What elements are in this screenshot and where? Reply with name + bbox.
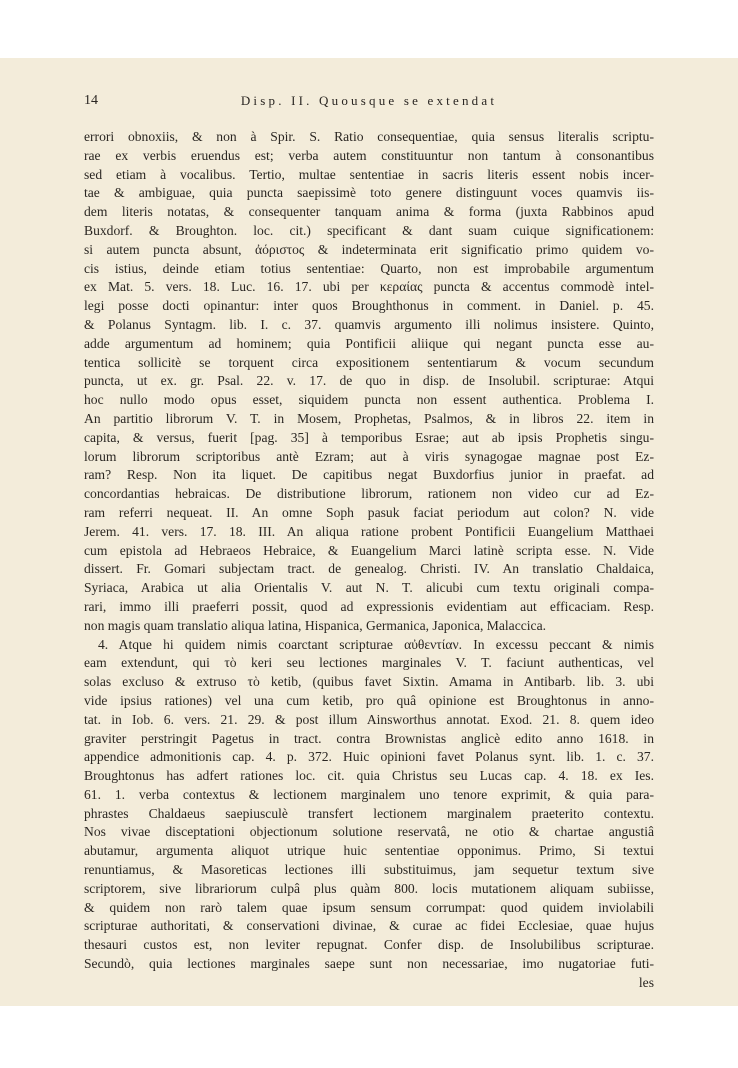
text-line: adde argumentum ad hominem; quia Pontificii aliique qui negant puncta esse au-: [84, 335, 654, 351]
text-line: dem literis notatas, & consequenter tanquam anima & forma (juxta Rabbinos apud: [84, 204, 654, 220]
text-line: abutamur, argumenta aliquot utrique huic sententiae opponimus. Primo, Si textui: [84, 843, 654, 859]
text-line: legi posse docti opinantur: inter quos Broughthonus in comment. in Daniel. p. 45.: [84, 298, 654, 314]
text-line: scripturae authoritati, & conservationi divinae, & curae ac fidei Ecclesiae, quae hujus: [84, 918, 654, 934]
text-line: renuntiamus, & Masoreticas lectiones illi substituimus, jam sequetur textum sive: [84, 862, 654, 878]
book-page: [0, 58, 738, 1006]
page-header: [84, 93, 654, 113]
text-line: errori obnoxiis, & non à Spir. S. Ratio consequentiae, quia sensus literalis scriptu-: [84, 129, 654, 144]
text-line: appendice admonitionis cap. 4. p. 372. Huic opinioni favet Polanus synt. lib. 1. c. 37.: [84, 749, 654, 765]
text-line: ram referri nequeat. II. An omne Soph pasuk faciat periodum aut colon? N. vide: [84, 504, 654, 520]
text-line: hoc nullo modo opus esset, siquidem puncta non essent authentica. Problema I.: [84, 392, 654, 408]
text-line: Buxdorf. & Broughton. loc. cit.) specificant & dant suam cuique significationem:: [84, 222, 654, 238]
text-line: cis istius, deinde etiam totius sententiae: Quarto, non est improbabile argumentum: [84, 260, 654, 276]
text-line: thesauri custos est, non leviter repugnat. Confer disp. de Insolubilibus scripturae.: [84, 937, 654, 953]
text-line: capita, & versus, fuerit [pag. 35] à temporibus Esrae; aut ab ipsis Prophetis singu-: [84, 429, 654, 445]
catchword: les: [638, 974, 654, 990]
text-line: dissert. Fr. Gomari subjectam tract. de genealog. Christi. IV. An translatio Chaldaica,: [84, 561, 654, 577]
text-line: 4. Atque hi quidem nimis coarctant scripturae αὐθεντίαν. In excessu peccant & nimis: [98, 636, 654, 652]
text-line: scriptorem, sive librariorum culpâ plus quàm 800. locis mutationem aliquam subiisse,: [84, 880, 654, 896]
text-line: solas excluso & extruso τὸ ketib, (quibus favet Sixtin. Amama in Antibarb. lib. 3. ubi: [84, 674, 654, 690]
text-line: & quidem non rarò talem quae ipsum sensum corrumpat: quod quidem inviolabili: [84, 899, 654, 915]
text-line: graviter perstringit Pagetus in tract. contra Brownistas anglicè edito anno 1618. in: [84, 730, 654, 746]
text-line: Jerem. 41. vers. 17. 18. III. An aliqua ratione probent Pontificii Euangelium Matthaei: [84, 523, 654, 539]
text-line: eam extendunt, qui τὸ keri seu lectiones marginales V. T. faciunt authenticas, vel: [84, 655, 654, 671]
page-number: 14: [84, 93, 98, 108]
text-line: tentica sollicitè se torquent circa expositionem sententiarum & vocum secundum: [84, 354, 654, 370]
text-line: cum epistola ad Hebraeos Hebraice, & Euangelium Marci latinè scripta esse. N. Vide: [84, 542, 654, 558]
text-line: sed etiam à vocalibus. Tertio, multae sententiae in sacris literis essent nobis incer-: [84, 166, 654, 182]
text-line: An partitio librorum V. T. in Mosem, Prophetas, Psalmos, & in libros 22. item in: [84, 410, 654, 426]
text-line: ram? Resp. Non ita liquet. De capitibus negat Buxdorfius junior in praefat. ad: [84, 467, 654, 483]
running-title: Disp. II. Quousque se extendat: [240, 93, 498, 108]
text-line: tae & ambiguae, quia puncta saepissimè toto genere distinguunt voces quamvis iis-: [84, 185, 654, 201]
text-line: tat. in Iob. 6. vers. 21. 29. & post illum Ainsworthus annotat. Exod. 21. 8. quem ideo: [84, 711, 654, 727]
text-line: phrastes Chaldaeus saepiusculè transfert lectionem marginalem praeterito contextu.: [84, 805, 654, 821]
text-line: Secundò, quia lectiones marginales saepe sunt non necessariae, imo nugatoriae futi-: [84, 956, 654, 972]
text-line: lorum librorum scriptoribus antè Ezram; aut à viris synagogae magnae post Ez-: [84, 448, 654, 464]
text-line: Broughtonus has adfert rationes loc. cit. quia Christus seu Lucas cap. 4. 18. ex Ies.: [84, 768, 654, 784]
text-line: si autem puncta absunt, ἀόριστος & indeterminata erit significatio primo quidem vo-: [84, 241, 654, 257]
text-line: Nos vivae disceptationi objectionum solutione reservatâ, ne otio & chartae angustiâ: [84, 824, 654, 840]
text-line: ex Mat. 5. vers. 18. Luc. 16. 17. ubi per κεραίας puncta & accentus commodè intel-: [84, 279, 654, 295]
text-line: concordantias hebraicas. De distributione librorum, rationem non video cur ad Ez-: [84, 486, 654, 502]
text-line: 61. 1. verba contextus & lectionem marginalem uno tenore exprimit, & quia para-: [84, 786, 654, 802]
text-line: puncta, ut ex. gr. Psal. 22. v. 17. de quo in disp. de Insolubil. scripturae: Atqui: [84, 373, 654, 389]
text-line: & Polanus Syntagm. lib. I. c. 37. quamvis argumento illi nolimus insistere. Quinto,: [84, 316, 654, 332]
text-line: vide ipsius rationes) vel una cum ketib, pro quâ opinione est Broughtonus in anno-: [84, 692, 654, 708]
text-line: Syriaca, Arabica ut alia Orientalis V. aut N. T. alicubi cum textu originali compa-: [84, 580, 654, 596]
body-text: [84, 128, 654, 993]
text-line: non magis quam translatio aliqua latina, Hispanica, Germanica, Japonica, Malaccica.: [84, 617, 547, 633]
text-line: rari, immo illi praeferri possit, quod ad expressionis evidentiam aut efficaciam. Resp.: [84, 598, 654, 614]
text-line: rae ex verbis eruendus est; verba autem constituuntur non tantum à consonantibus: [84, 147, 654, 163]
